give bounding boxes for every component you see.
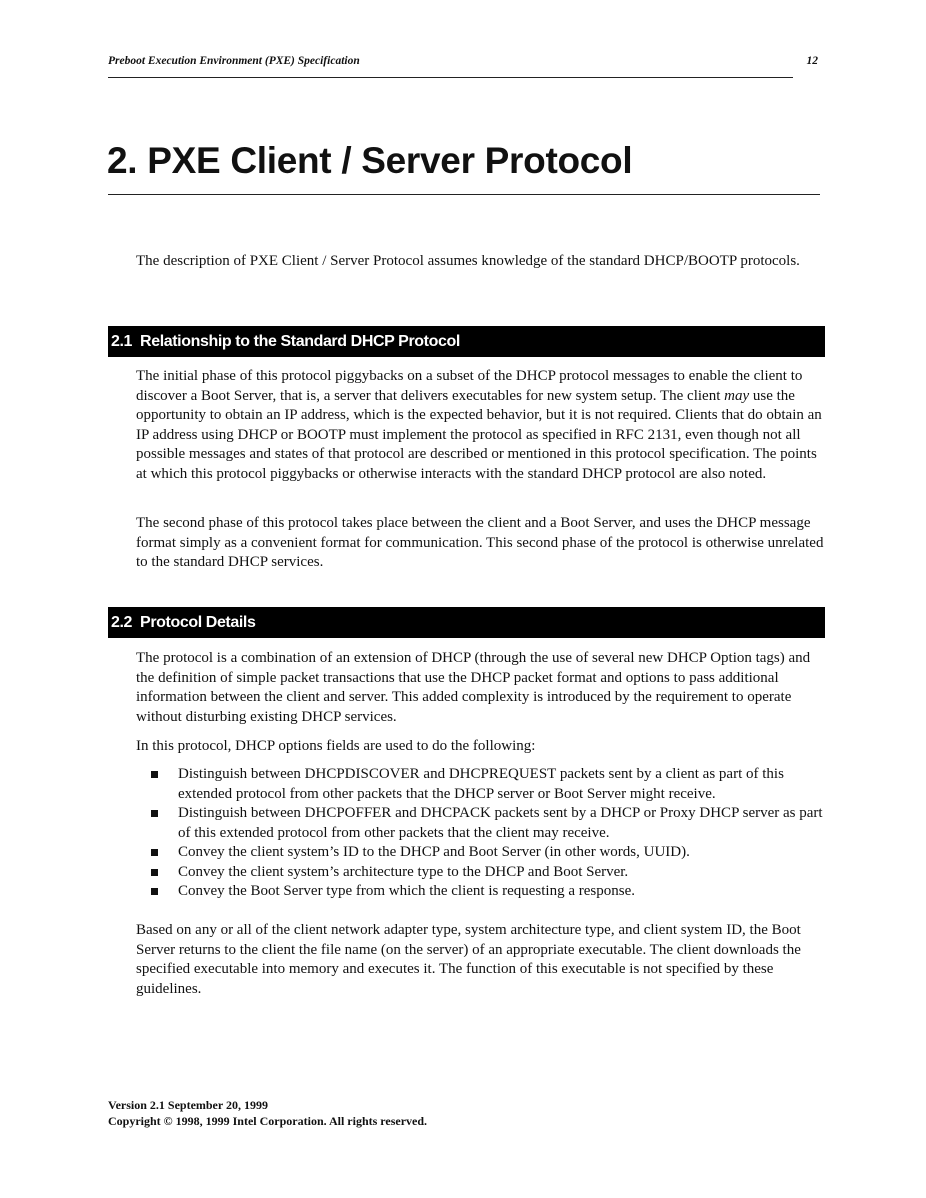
list-item — [136, 804, 826, 843]
list-item-text: Convey the client system’s architecture type to the DHCP and Boot Server. — [178, 863, 629, 880]
section-number: 2.1 — [111, 333, 133, 350]
page-footer — [108, 1097, 427, 1129]
list-item — [136, 863, 826, 883]
chapter-title: 2. PXE Client / Server Protocol — [107, 140, 633, 181]
page-number: 12 — [806, 55, 818, 67]
footer-version: Version 2.1 September 20, 1999 — [108, 1098, 268, 1112]
running-header-title: Preboot Execution Environment (PXE) Specification — [108, 55, 360, 67]
section-2-1-paragraph-2: The second phase of this protocol takes place between the client and a Boot Server, and uses the DHCP message format simply as a convenient format for communication. This second phase of the protocol is otherwise unrelated to the standard DHCP services. — [136, 515, 824, 570]
section-heading-2-1 — [108, 326, 825, 357]
bullet-square-icon — [151, 849, 158, 856]
list-item — [136, 843, 826, 863]
section-title: Protocol Details — [140, 614, 256, 631]
bullet-square-icon — [151, 771, 158, 778]
chapter-rule — [108, 194, 820, 195]
running-header — [108, 55, 818, 67]
list-item — [136, 882, 826, 902]
paragraph-text: use the opportunity to obtain an IP address, which is the expected behavior, but it is not required. Clients that do obtain an IP address using DHCP or BOOTP must implement the protocol as specified in RFC 2131, even though not all possible messages and states of that protocol are described or mentioned in this protocol specification. The points at which this protocol piggybacks or otherwise interacts with the standard DHCP protocol are also noted. — [136, 387, 822, 482]
footer-copyright: Copyright © 1998, 1999 Intel Corporation. All rights reserved. — [108, 1114, 428, 1128]
section-number: 2.2 — [111, 614, 133, 631]
bullet-square-icon — [151, 810, 158, 817]
chapter-intro-paragraph: The description of PXE Client / Server Protocol assumes knowledge of the standard DHCP/BOOTP protocols. — [136, 253, 800, 269]
section-heading-2-2 — [108, 607, 825, 638]
bullet-square-icon — [151, 869, 158, 876]
section-title: Relationship to the Standard DHCP Protocol — [140, 333, 460, 350]
section-2-2-paragraph-2: In this protocol, DHCP options fields are used to do the following: — [136, 738, 536, 754]
list-item — [136, 765, 826, 804]
section-2-2-paragraph-3: Based on any or all of the client network adapter type, system architecture type, and client system ID, the Boot Server returns to the client the file name (on the server) of an appropriate executable. The client downloads the specified executable into memory and executes it. The function of this executable is not specified by these guidelines. — [136, 922, 801, 997]
section-2-2-paragraph-1: The protocol is a combination of an extension of DHCP (through the use of several new DHCP Option tags) and the definition of simple packet transactions that use the DHCP packet format and options to pass additional information between the client and server. This added complexity is introduced by the requirement to operate without disturbing existing DHCP services. — [136, 650, 811, 725]
paragraph-text: The initial phase of this protocol piggybacks on a subset of the DHCP protocol messages to enable the client to discover a Boot Server, that is, a server that delivers executables for new system setup. The client — [136, 368, 803, 404]
header-rule — [108, 77, 793, 78]
section-2-1-paragraph-1 — [136, 367, 824, 484]
list-item-text: Distinguish between DHCPDISCOVER and DHCPREQUEST packets sent by a client as part of this extended protocol from other packets that the DHCP server or Boot Server might receive. — [178, 766, 784, 802]
list-item-text: Convey the Boot Server type from which the client is requesting a response. — [178, 883, 635, 899]
list-item-text: Distinguish between DHCPOFFER and DHCPACK packets sent by a DHCP or Proxy DHCP server as part of this extended protocol from other packets that the client may receive. — [178, 805, 823, 841]
bullet-square-icon — [151, 888, 158, 895]
emphasis-text: may — [724, 387, 750, 404]
list-item-text: Convey the client system’s ID to the DHCP and Boot Server (in other words, UUID). — [178, 844, 690, 860]
bullet-list — [136, 765, 826, 902]
